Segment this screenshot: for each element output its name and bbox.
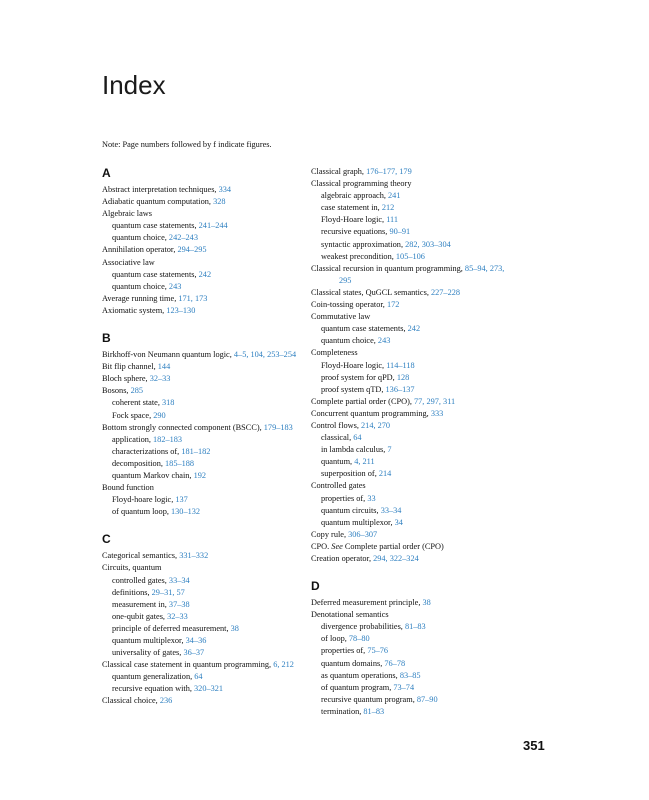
index-term: of quantum loop, [112,507,171,517]
page-reference-link[interactable]: 64 [353,433,362,443]
index-entry [311,553,511,565]
index-subentry [311,226,511,238]
index-term: Fock space, [112,410,154,420]
index-term: Copy rule, [311,529,349,539]
index-subentry [311,645,511,657]
index-term: principle of deferred measurement, [112,623,231,633]
page-number: 351 [523,738,545,753]
page-reference-link[interactable]: 4, 211 [354,457,375,467]
index-entry [102,361,302,373]
page-reference-link[interactable]: 34 [394,517,403,527]
index-entry [311,597,511,609]
index-subentry [102,269,302,281]
index-term: in lambda calculus, [321,445,388,455]
index-term: weakest precondition, [321,251,396,261]
index-term: properties of, [321,646,368,656]
index-entry [102,562,302,574]
page-reference-link[interactable]: 334 [218,185,232,194]
index-subentry [311,214,511,226]
index-entry [311,287,511,299]
index-term: Bound function [102,483,154,493]
index-term: quantum choice, [112,281,169,291]
index-entry [102,184,302,196]
see-reference: See [331,541,343,551]
index-subentry [102,611,302,623]
index-subentry [311,372,511,384]
page-reference-link[interactable]: 38 [422,598,431,608]
index-subentry [311,251,511,263]
index-subentry [311,468,511,480]
index-subentry [102,281,302,293]
page-reference-link[interactable]: 214 [378,469,392,479]
index-entry [311,408,511,420]
page-reference-link[interactable]: 34–36 [185,636,207,645]
index-term: Deferred measurement principle, [311,598,423,608]
index-term: measurement in, [112,599,169,609]
page-reference-link[interactable]: 176–177, 179 [366,167,412,176]
index-term: quantum case statements, [112,221,199,231]
index-term: Classical case statement in quantum programming, [102,660,274,670]
index-entry [102,373,302,385]
index-entry [311,347,511,359]
index-term: quantum circuits, [321,505,381,515]
page-reference-link[interactable]: 4–5, 104, 253–254 [233,350,297,360]
index-term: Control flows, [311,420,362,430]
index-subentry [102,410,302,422]
index-entry [311,311,511,323]
index-term: quantum choice, [321,336,378,346]
page-reference-link[interactable]: 181–182 [181,446,211,456]
index-term: classical, [321,433,354,443]
index-term: quantum case statements, [321,324,408,334]
index-term: Bloch sphere, [102,374,150,384]
page-reference-link[interactable]: 130–132 [171,507,201,517]
index-term: Denotational semantics [311,610,389,620]
index-entry [311,529,511,541]
section-gap [102,317,302,331]
index-subentry [102,671,302,683]
index-subentry [311,505,511,517]
page-reference-link[interactable]: 137 [175,495,188,505]
page-reference-link[interactable]: 192 [193,470,207,480]
index-term: Completeness [311,348,358,358]
index-term: application, [112,434,154,444]
index-term: quantum multiplexor, [321,517,395,527]
index-entry [311,480,511,492]
index-entry [102,305,302,317]
index-letter-heading: C [102,532,111,547]
index-term: Classical choice, [102,696,160,706]
page-reference-link[interactable]: 294, 322–324 [373,554,419,563]
index-subentry [102,434,302,446]
index-subentry [311,384,511,396]
page-reference-link[interactable]: 179–183 [263,422,293,432]
index-subentry [102,635,302,647]
page-reference-link[interactable]: 320–321 [194,684,224,694]
index-term: decomposition, [112,458,166,468]
index-subentry [311,694,511,706]
index-term: case statement in, [321,203,382,213]
index-entry [102,385,302,397]
index-entry [311,263,511,287]
index-entry [311,420,511,432]
index-term: Abstract interpretation techniques, [102,185,219,194]
index-term: properties of, [321,493,368,503]
page-reference-link[interactable]: 294–295 [177,245,207,255]
index-term: Floyd-Hoare logic, [321,215,387,225]
page-reference-link[interactable]: 38 [230,623,239,633]
index-term: Controlled gates [311,481,366,491]
index-entry [102,659,302,671]
index-term: Classical graph, [311,167,367,176]
index-term: coherent state, [112,398,162,408]
page-reference-link[interactable]: 64 [194,672,203,682]
index-subentry [311,670,511,682]
index-term: CPO. See Complete partial order (CPO) [311,541,444,551]
index-column-left [102,166,302,708]
index-subentry [102,599,302,611]
index-subentry [102,575,302,587]
page-reference-link[interactable]: 128 [396,372,410,382]
index-term: Adiabatic quantum computation, [102,197,214,207]
index-term: as quantum operations, [321,670,400,680]
index-term: Classical recursion in quantum programming, [311,263,465,273]
index-term: Birkhoff-von Neumann quantum logic, [102,350,234,360]
index-term: of quantum program, [321,682,394,692]
index-term: one-qubit gates, [112,611,168,621]
page-reference-link[interactable]: 32–33 [167,611,188,621]
index-term: quantum domains, [321,658,385,668]
page-reference-link[interactable]: 85–94, 273, 295 [339,263,505,285]
index-entry [102,293,302,305]
page-reference-link[interactable]: 33–34 [380,505,402,515]
index-term: recursive equations, [321,227,390,237]
index-subentry [311,633,511,645]
page-reference-link[interactable]: 241 [388,191,401,201]
index-term: Algebraic laws [102,209,152,219]
index-entry [102,422,302,434]
index-term: Complete partial order (CPO), [311,396,414,406]
index-subentry [311,493,511,505]
index-term: quantum Markov chain, [112,470,194,480]
page-reference-link[interactable]: 242 [407,324,421,334]
index-term: Annihilation operator, [102,245,178,255]
page-reference-link[interactable]: 105–106 [395,251,425,261]
page-reference-link[interactable]: 111 [386,215,399,225]
page-reference-link[interactable]: 136–137 [385,384,415,394]
index-subentry [311,335,511,347]
index-entry [102,550,302,562]
page-reference-link[interactable]: 243 [168,281,182,291]
index-term: recursive equation with, [112,684,195,694]
index-term: Concurrent quantum programming, [311,408,431,418]
index-subentry [311,456,511,468]
index-term: Classical programming theory [311,179,412,189]
index-term: Commutative law [311,312,371,322]
index-subentry [102,232,302,244]
index-term: Floyd-Hoare logic, [321,360,387,370]
index-entry [102,482,302,494]
index-term: Categorical semantics, [102,551,180,561]
index-subentry [102,397,302,409]
index-subentry [102,683,302,695]
index-term: quantum multiplexor, [112,636,186,645]
index-term: Creation operator, [311,554,374,563]
index-subentry [102,506,302,518]
index-subentry [311,517,511,529]
index-term: Associative law [102,257,155,267]
index-entry [311,299,511,311]
index-entry [311,609,511,621]
index-entry [102,244,302,256]
index-term: recursive quantum program, [321,694,417,704]
page-reference-link[interactable]: 75–76 [367,646,389,656]
page-reference-link[interactable]: 182–183 [153,434,183,444]
index-letter-heading: B [102,331,111,346]
page-reference-link[interactable]: 7 [387,445,392,455]
page-title: Index [102,70,166,100]
page-reference-link[interactable]: 78–80 [348,634,370,644]
page-reference-link[interactable]: 144 [157,362,171,372]
index-entry [102,695,302,707]
index-subentry [102,587,302,599]
page-reference-link[interactable]: 227–228 [430,287,461,297]
index-term: superposition of, [321,469,379,479]
page-reference-link[interactable]: 114–118 [386,360,415,370]
index-term: universality of gates, [112,648,184,658]
index-subentry [102,647,302,659]
index-subentry [311,432,511,444]
index-entry [311,178,511,190]
index-term: controlled gates, [112,575,169,585]
index-entry [102,349,302,361]
index-term: proof system qTD, [321,384,386,394]
index-entry [311,541,511,553]
index-subentry [311,202,511,214]
index-term: of loop, [321,634,349,644]
index-subentry [311,323,511,335]
index-subentry [102,220,302,232]
index-subentry [311,621,511,633]
page-reference-link[interactable]: 87–90 [416,694,438,704]
page-reference-link[interactable]: 77, 297, 311 [414,396,456,406]
index-entry [311,396,511,408]
page-reference-link[interactable]: 36–37 [183,648,205,658]
page-reference-link[interactable]: 76–78 [384,658,406,668]
index-term: Circuits, quantum [102,563,162,573]
index-entry [102,196,302,208]
index-entry [311,166,511,178]
page-reference-link[interactable]: 81–83 [404,622,426,632]
page-reference-link[interactable]: 242–243 [168,233,198,243]
index-term: definitions, [112,587,152,597]
page-reference-link[interactable]: 333 [430,408,444,418]
page-reference-link[interactable]: 242 [198,269,212,279]
index-term: quantum generalization, [112,672,195,682]
page-reference-link[interactable]: 243 [377,336,391,346]
index-subentry [311,444,511,456]
index-term: Bottom strongly connected component (BSCC), [102,422,264,432]
page-reference-link[interactable]: 171, 173 [178,293,208,303]
index-term: algebraic approach, [321,191,389,201]
index-subentry [102,458,302,470]
index-subentry [311,190,511,202]
index-entry [102,208,302,220]
page-reference-link[interactable]: 73–74 [393,682,415,692]
index-subentry [102,494,302,506]
index-term: Axiomatic system, [102,305,167,315]
page-reference-link[interactable]: 33–34 [168,575,190,585]
index-term: quantum choice, [112,233,169,243]
page-reference-link[interactable]: 290 [153,410,166,420]
index-subentry [311,360,511,372]
index-term: Floyd-hoare logic, [112,495,176,505]
index-term: Coin-tossing operator, [311,300,387,310]
page-reference-link[interactable]: 172 [386,300,400,310]
index-term: Average running time, [102,293,179,303]
page-reference-link[interactable]: 185–188 [165,458,195,468]
page-reference-link[interactable]: 212 [381,203,395,213]
index-subentry [311,239,511,251]
page-reference-link[interactable]: 29–31, 57 [151,587,185,597]
index-term: proof system for qPD, [321,372,397,382]
index-subentry [102,623,302,635]
index-subentry [311,706,511,718]
page-reference-link[interactable]: 306–307 [348,529,378,539]
page-reference-link[interactable]: 285 [130,386,144,396]
index-subentry [102,470,302,482]
page-reference-link[interactable]: 236 [159,696,173,706]
page-reference-link[interactable]: 6, 212 [273,660,294,670]
section-gap [311,565,511,579]
page-reference-link[interactable]: 318 [162,398,175,408]
page-reference-link[interactable]: 81–83 [363,706,385,716]
index-subentry [311,682,511,694]
page-reference-link[interactable]: 37–38 [168,599,190,609]
index-note: Note: Page numbers followed by f indicate figures. [102,140,272,149]
page-reference-link[interactable]: 328 [213,197,226,207]
index-term: syntactic approximation, [321,239,406,249]
index-subentry [102,446,302,458]
index-term: Classical states, QuGCL semantics, [311,287,431,297]
index-term: divergence probabilities, [321,622,405,632]
index-term: Bit flip channel, [102,362,158,372]
index-letter-heading: D [311,579,320,594]
page-reference-link[interactable]: 282, 303–304 [405,239,451,249]
page-reference-link[interactable]: 83–85 [399,670,421,680]
section-gap [102,518,302,532]
page-reference-link[interactable]: 331–332 [179,551,209,561]
index-term: quantum, [321,457,355,467]
index-term: quantum case statements, [112,269,199,279]
index-term: termination, [321,706,364,716]
page-reference-link[interactable]: 123–130 [166,305,196,315]
page-reference-link[interactable]: 214, 270 [361,420,391,430]
index-term: characterizations of, [112,446,182,456]
index-entry [102,257,302,269]
page-reference-link[interactable]: 90–91 [389,227,411,237]
index-column-right [311,166,511,718]
index-term: Bosons, [102,386,131,396]
page-reference-link[interactable]: 241–244 [198,221,228,231]
index-letter-heading: A [102,166,111,180]
page-reference-link[interactable]: 33 [367,493,376,503]
page-reference-link[interactable]: 32–33 [149,374,171,384]
index-subentry [311,658,511,670]
